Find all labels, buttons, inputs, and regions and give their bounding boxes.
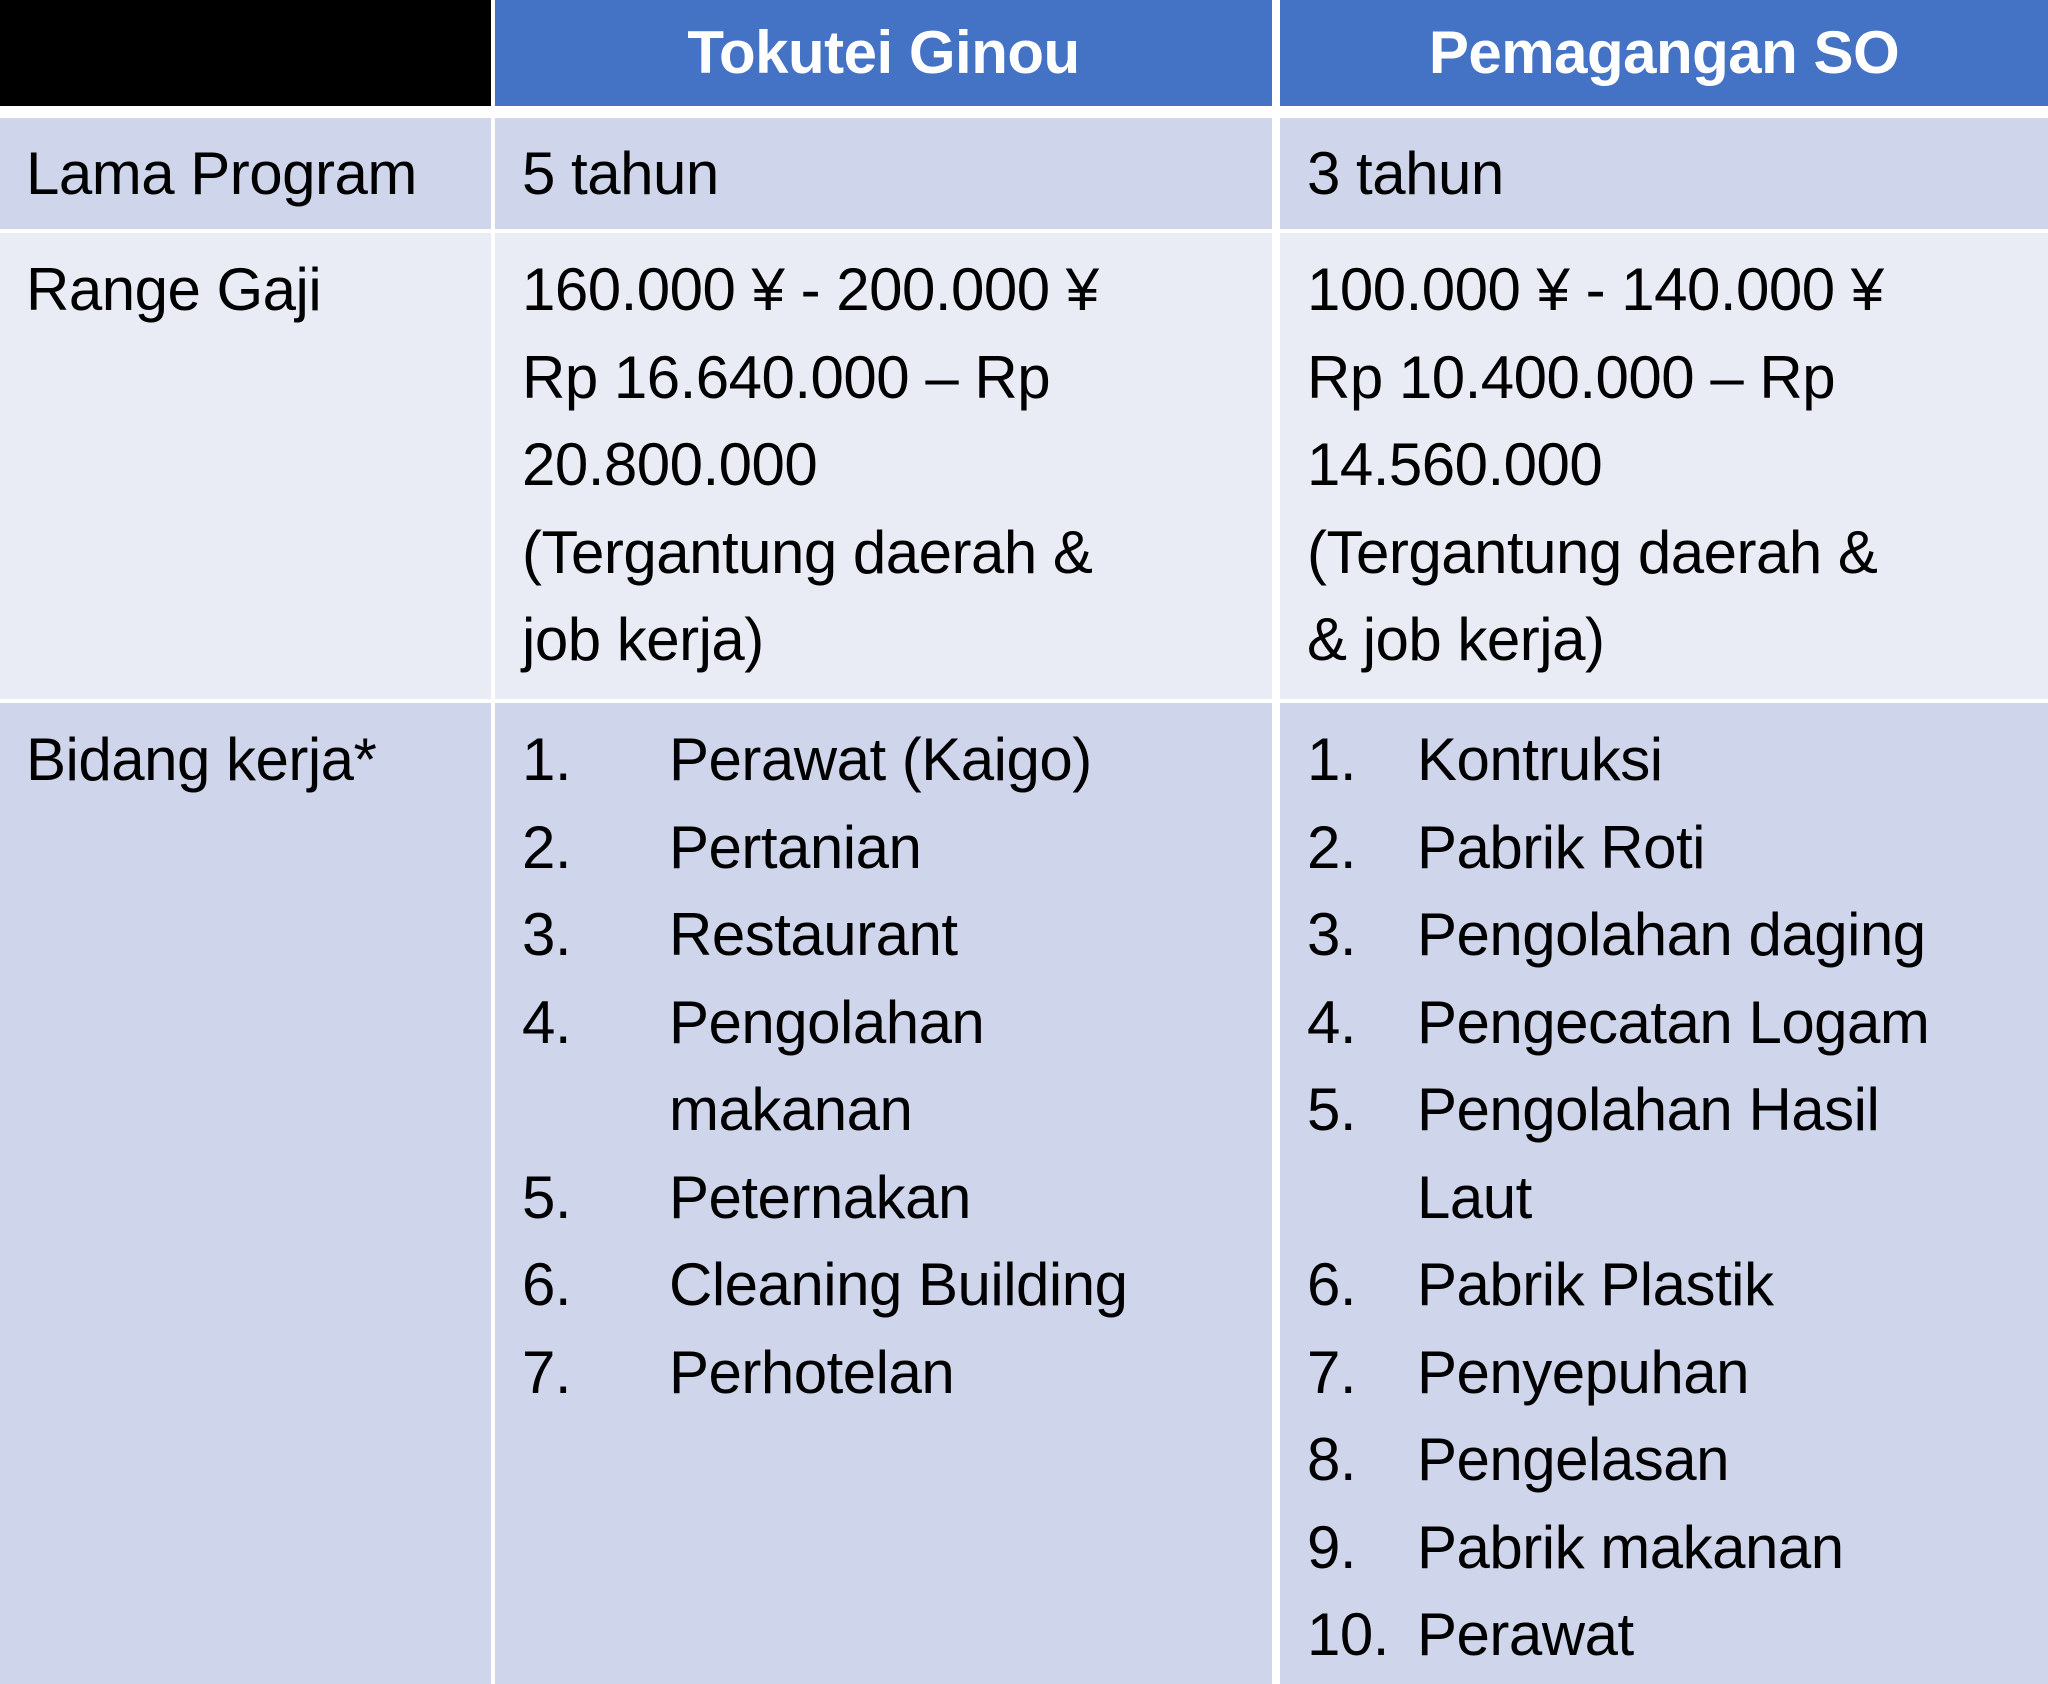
- salary-line: job kerja): [522, 606, 764, 673]
- so-duration: 3 tahun: [1280, 118, 2048, 229]
- list-item-line: Pengolahan: [669, 988, 985, 1056]
- list-item-number: 5.: [1307, 1076, 1357, 1143]
- list-item-line: Restaurant: [669, 901, 958, 968]
- list-item-text: [1417, 1066, 1879, 1241]
- salary-line: & job kerja): [1307, 606, 1605, 673]
- list-item-line: Kontruksi: [1417, 726, 1663, 793]
- list-item-text: [1417, 1241, 1773, 1329]
- list-item: [522, 1241, 1272, 1329]
- header-corner-cell: [0, 0, 491, 106]
- list-item-line: Pabrik makanan: [1417, 1513, 1844, 1581]
- so-salary: [1280, 233, 2048, 699]
- list-item: [522, 891, 1272, 979]
- list-item-number: 4.: [522, 988, 572, 1056]
- salary-line: Rp 10.400.000 – Rp: [1307, 343, 1836, 411]
- list-item: [1307, 1066, 2048, 1241]
- list-item-line: Pengolahan daging: [1417, 901, 1926, 968]
- list-item-number: 8.: [1307, 1426, 1357, 1493]
- list-item-text: [669, 1329, 954, 1417]
- salary-line: (Tergantung daerah &: [1307, 518, 1878, 586]
- list-item: [522, 1154, 1272, 1242]
- salary-line: 20.800.000: [522, 431, 818, 498]
- list-item-number: 1.: [1307, 726, 1357, 793]
- list-item-line: Pertanian: [669, 813, 922, 881]
- list-item-text: [669, 1241, 1128, 1329]
- list-item-line: Perawat: [1417, 1601, 1634, 1668]
- list-item: [522, 804, 1272, 892]
- list-item: [1307, 1591, 2048, 1679]
- list-item: [522, 979, 1272, 1154]
- list-item-line: makanan: [669, 1076, 913, 1143]
- list-item-number: 7.: [522, 1338, 572, 1406]
- list-item: [1307, 1504, 2048, 1592]
- list-item: [522, 716, 1272, 804]
- tokutei-salary: [495, 233, 1272, 699]
- list-item-text: [1417, 1416, 1729, 1504]
- tokutei-duration: 5 tahun: [495, 118, 1272, 229]
- list-item-number: 2.: [522, 813, 572, 881]
- list-item: [1307, 804, 2048, 892]
- list-item-number: 9.: [1307, 1513, 1357, 1581]
- salary-line: (Tergantung daerah &: [522, 518, 1093, 586]
- list-item-line: Penyepuhan: [1417, 1338, 1749, 1406]
- list-item-text: [669, 804, 921, 892]
- list-item-number: 10.: [1307, 1601, 1389, 1668]
- salary-line: Rp 16.640.000 – Rp: [522, 343, 1051, 411]
- list-item-text: [669, 1154, 971, 1242]
- list-item-text: [1417, 716, 1663, 804]
- list-item-line: Pabrik Roti: [1417, 813, 1705, 881]
- list-item-text: [1417, 1329, 1749, 1417]
- list-item-line: Peternakan: [669, 1163, 971, 1231]
- list-item-text: [1417, 979, 1929, 1067]
- list-item-line: Perhotelan: [669, 1338, 955, 1406]
- list-item-text: [669, 716, 1092, 804]
- list-item-line: Pengolahan Hasil: [1417, 1076, 1880, 1143]
- list-item: [1307, 1329, 2048, 1417]
- list-item-number: 3.: [1307, 901, 1357, 968]
- list-item: [1307, 1241, 2048, 1329]
- list-item-line: Pengecatan Logam: [1417, 988, 1930, 1056]
- header-pemagangan-so: Pemagangan SO: [1280, 0, 2048, 106]
- list-item-number: 4.: [1307, 988, 1357, 1056]
- list-item-number: 1.: [522, 726, 572, 793]
- header-tokutei-ginou: Tokutei Ginou: [495, 0, 1272, 106]
- list-item-text: [669, 891, 958, 979]
- list-item-text: [1417, 891, 1926, 979]
- list-item-number: 6.: [1307, 1251, 1357, 1318]
- list-item: [1307, 891, 2048, 979]
- list-item-line: Cleaning Building: [669, 1251, 1128, 1318]
- label-lama-program: Lama Program: [0, 118, 491, 229]
- list-item-text: [1417, 804, 1705, 892]
- list-item-text: [669, 979, 984, 1154]
- label-range-gaji: Range Gaji: [0, 233, 491, 699]
- tokutei-fields-list: [495, 703, 1272, 1684]
- list-item-number: 3.: [522, 901, 572, 968]
- list-item-number: 6.: [522, 1251, 572, 1318]
- label-bidang-kerja: Bidang kerja*: [0, 703, 491, 1684]
- so-fields-list: [1280, 703, 2048, 1684]
- list-item-line: Perawat (Kaigo): [669, 726, 1092, 793]
- list-item-text: [1417, 1504, 1844, 1592]
- list-item-line: Laut: [1417, 1163, 1532, 1231]
- list-item-text: [1417, 1591, 1634, 1679]
- salary-line: 160.000 ¥ - 200.000 ¥: [522, 256, 1099, 323]
- list-item: [522, 1329, 1272, 1417]
- list-item-line: Pengelasan: [1417, 1426, 1729, 1493]
- list-item: [1307, 716, 2048, 804]
- list-item-number: 5.: [522, 1163, 572, 1231]
- list-item-number: 7.: [1307, 1338, 1357, 1406]
- list-item: [1307, 1416, 2048, 1504]
- salary-line: 14.560.000: [1307, 431, 1603, 498]
- list-item-number: 2.: [1307, 813, 1357, 881]
- list-item-line: Pabrik Plastik: [1417, 1251, 1774, 1318]
- list-item: [1307, 979, 2048, 1067]
- salary-line: 100.000 ¥ - 140.000 ¥: [1307, 256, 1884, 323]
